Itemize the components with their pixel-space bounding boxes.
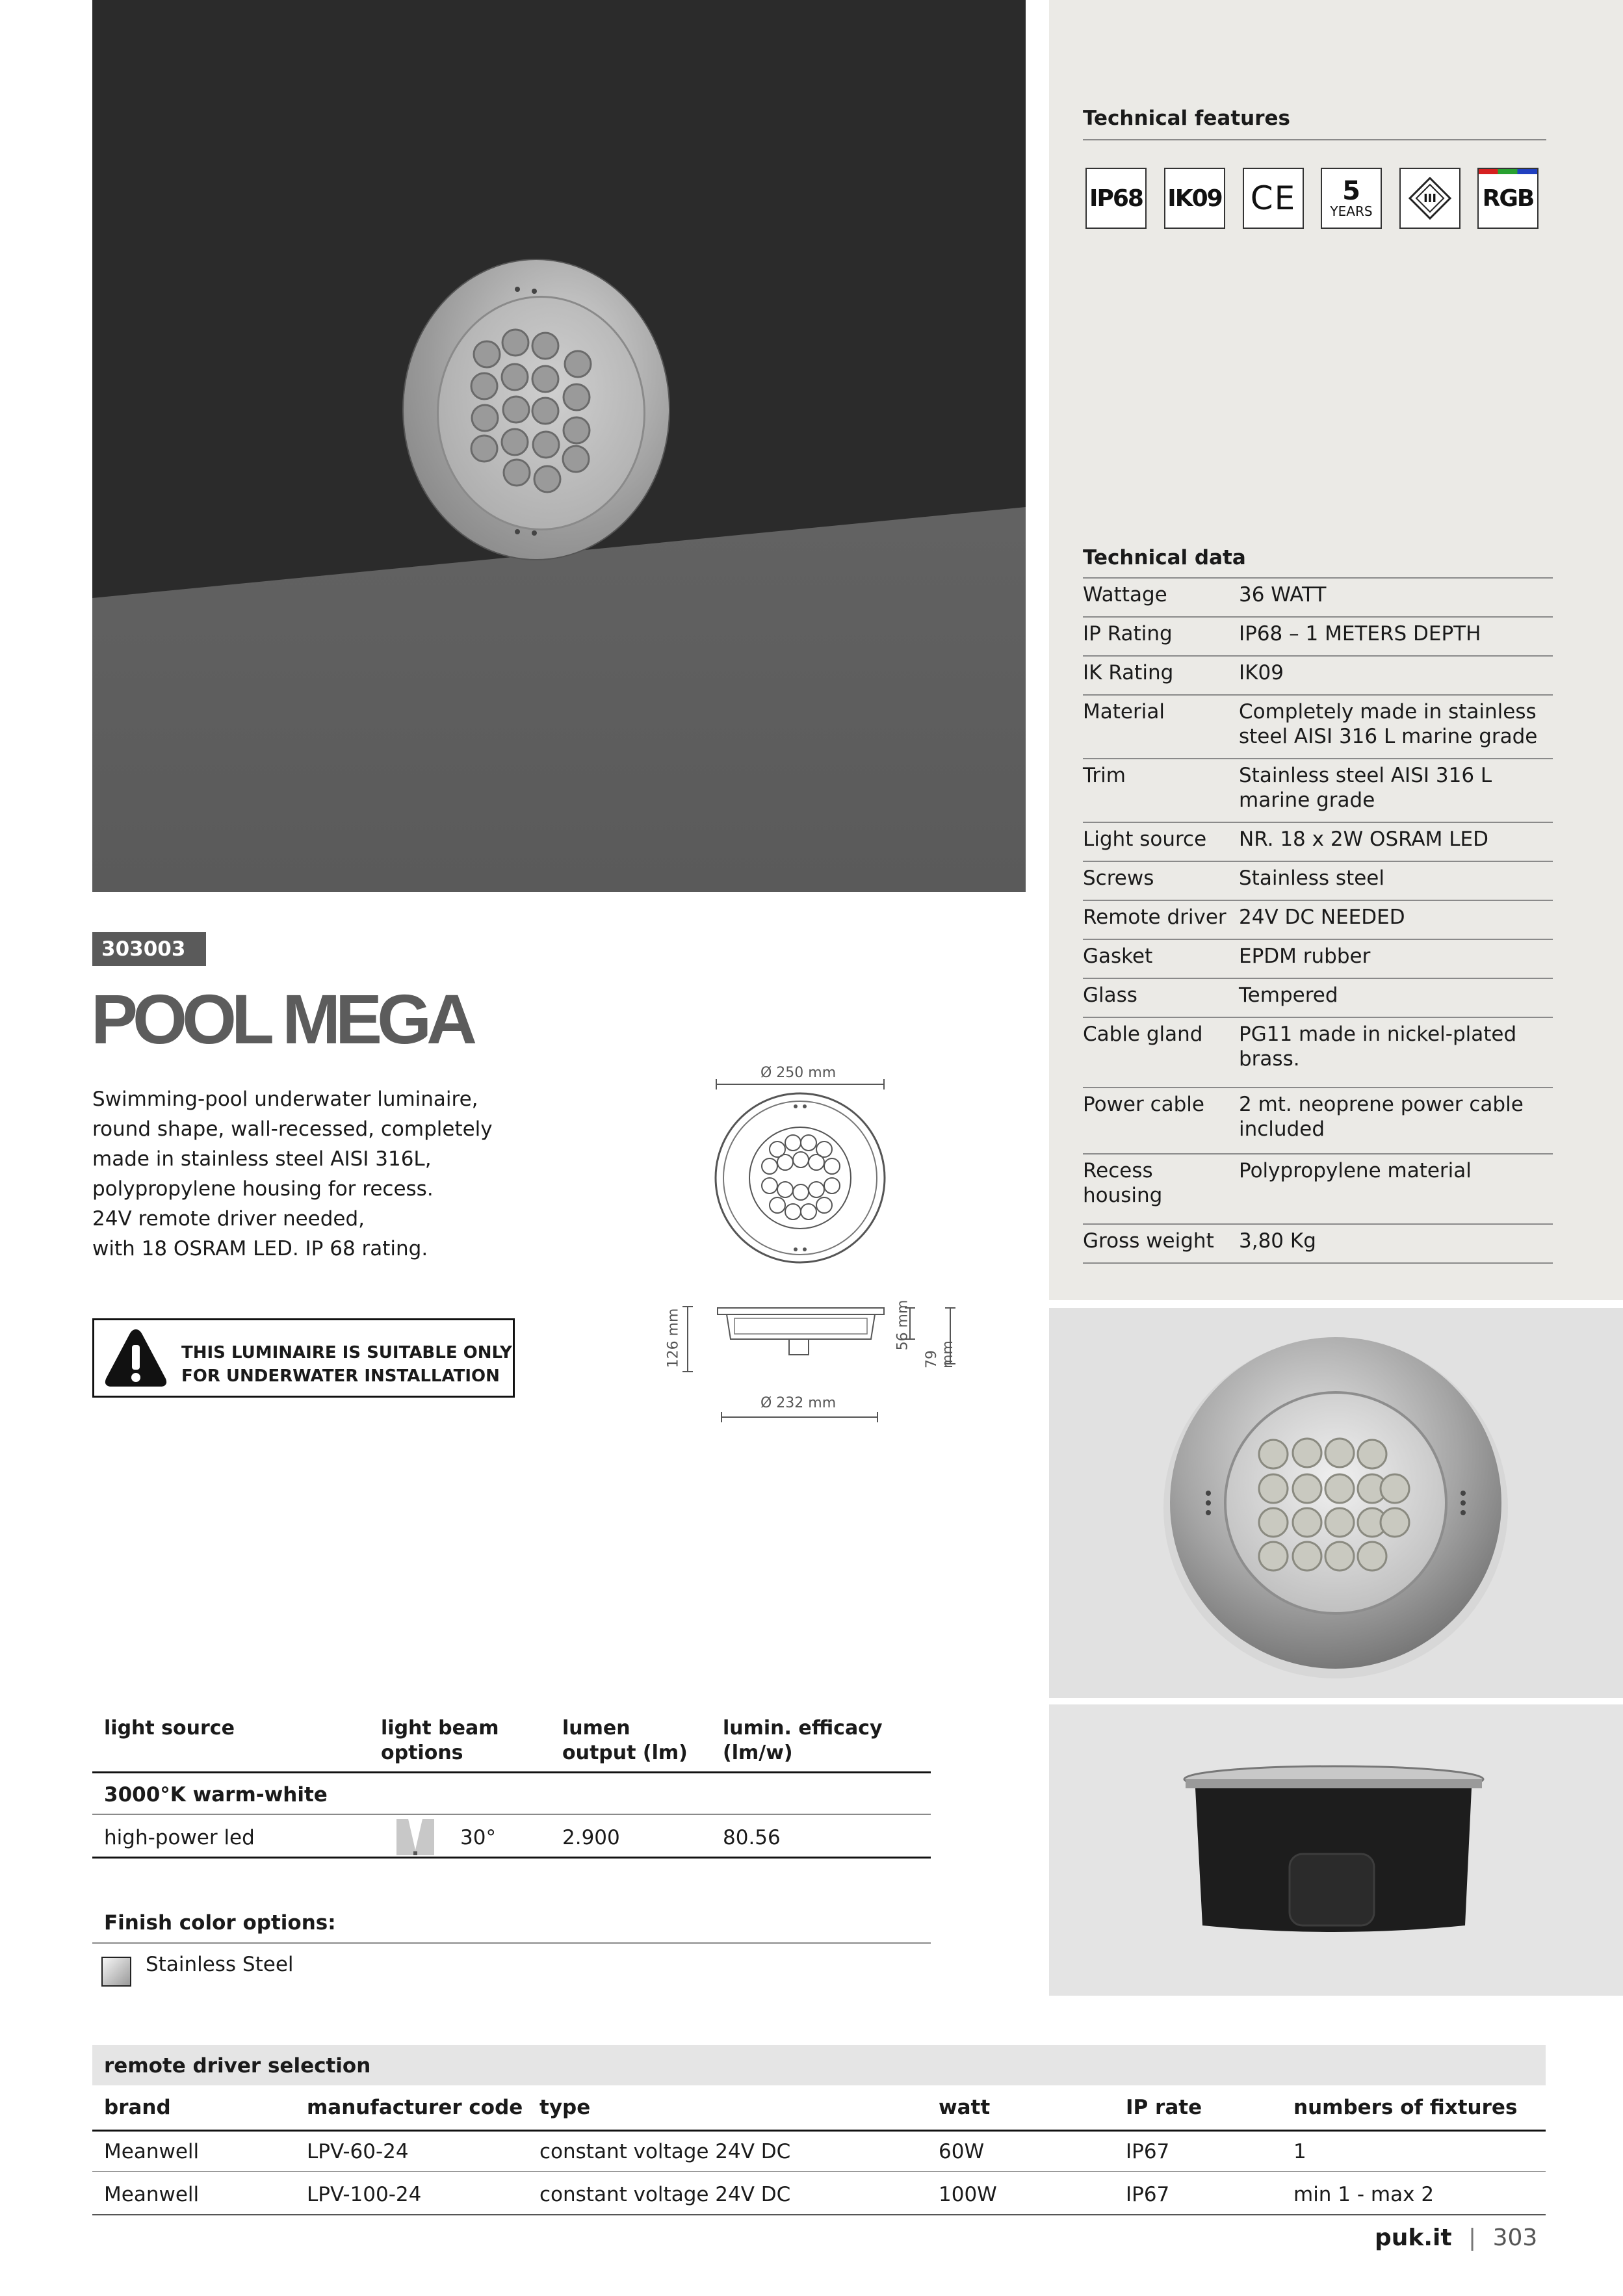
rd-header-type: type <box>539 2096 591 2119</box>
front-view-photo <box>1049 1308 1623 1698</box>
ik09-badge: IK09 <box>1164 168 1225 229</box>
tech-row-gasket: Gasket EPDM rubber <box>1083 940 1553 979</box>
height-total-label: 126 mm <box>665 1308 682 1368</box>
top-diameter-label: Ø 250 mm <box>760 1065 837 1081</box>
class-iii-icon <box>1399 168 1461 229</box>
tech-row-material: Material Completely made in stainless steel AISI 316 L marine grade <box>1083 696 1553 759</box>
technical-data-title: Technical data <box>1083 546 1246 569</box>
warranty-unit: YEARS <box>1330 203 1373 219</box>
lt-efficacy: 80.56 <box>723 1826 781 1849</box>
rd-row1-type: constant voltage 24V DC <box>539 2140 791 2163</box>
tech-row-recess-housing: Recess housing Polypropylene material <box>1083 1155 1553 1225</box>
rd-header-watt: watt <box>939 2096 991 2119</box>
rd-row2-ip: IP67 <box>1126 2183 1170 2206</box>
technical-features-title: Technical features <box>1083 107 1290 130</box>
rgb-label: RGB <box>1482 185 1534 212</box>
tech-row-trim: Trim Stainless steel AISI 316 L marine grade <box>1083 759 1553 823</box>
rd-header-brand: brand <box>104 2096 171 2119</box>
led-array-photo <box>92 0 1026 892</box>
lt-header-beam: light beam options <box>381 1717 499 1764</box>
lt-group-label: 3000°K warm-white <box>104 1783 328 1807</box>
rd-row2-brand: Meanwell <box>104 2183 200 2206</box>
page-number: 303 <box>1492 2224 1538 2251</box>
tech-row-cable-gland: Cable gland PG11 made in nickel-plated brass. <box>1083 1018 1553 1088</box>
tech-row-gross-weight: Gross weight 3,80 Kg <box>1083 1225 1553 1264</box>
stainless-swatch <box>101 1957 131 1987</box>
rd-row2-type: constant voltage 24V DC <box>539 2183 791 2206</box>
warning-box <box>92 1318 515 1398</box>
page-footer <box>1375 2224 1537 2251</box>
tech-row-screws: Screws Stainless steel <box>1083 862 1553 901</box>
tech-row-wattage: Wattage 36 WATT <box>1083 579 1553 618</box>
tech-row-ik-rating: IK Rating IK09 <box>1083 657 1553 696</box>
rd-header-code: manufacturer code <box>307 2096 523 2119</box>
rd-row1-fixtures: 1 <box>1293 2140 1306 2163</box>
lt-source: high-power led <box>104 1826 255 1849</box>
rgb-badge <box>1477 168 1539 229</box>
tech-row-ip-rating: IP Rating IP68 – 1 METERS DEPTH <box>1083 618 1553 657</box>
tech-row-remote-driver: Remote driver 24V DC NEEDED <box>1083 901 1553 940</box>
height-mid-label: 56 mm <box>894 1299 911 1351</box>
height-right-label: 79 mm <box>924 1340 956 1368</box>
rd-row2-fixtures: min 1 - max 2 <box>1293 2183 1435 2206</box>
side-view-photo <box>1049 1704 1623 1996</box>
tech-row-power-cable: Power cable 2 mt. neoprene power cable included <box>1083 1088 1553 1155</box>
finish-option-label: Stainless Steel <box>146 1953 294 1976</box>
rd-row1-code: LPV-60-24 <box>307 2140 409 2163</box>
remote-driver-title: remote driver selection <box>104 2054 371 2078</box>
rd-row1-brand: Meanwell <box>104 2140 200 2163</box>
product-code: 303003 <box>92 932 206 966</box>
five-year-warranty-badge <box>1321 168 1382 229</box>
ce-mark-badge: CE <box>1243 168 1304 229</box>
warning-icon <box>103 1327 168 1389</box>
beam-angle-icon <box>395 1818 435 1857</box>
lt-lumen: 2.900 <box>562 1826 620 1849</box>
footer-site: puk.it <box>1375 2224 1452 2251</box>
warranty-number: 5 <box>1342 176 1360 206</box>
finish-title: Finish color options: <box>104 1911 336 1935</box>
product-description: Swimming-pool underwater luminaire, round shape, wall-recessed, completely made in stainless steel AISI 316L, polypropylene housing for recess. 24V remote driver needed, with 18 OSRAM LED. IP 68 rating. <box>92 1088 493 1260</box>
lt-header-source: light source <box>104 1717 235 1740</box>
tech-row-glass: Glass Tempered <box>1083 979 1553 1018</box>
rd-header-fixtures: numbers of fixtures <box>1293 2096 1518 2119</box>
tech-row-light-source: Light source NR. 18 x 2W OSRAM LED <box>1083 823 1553 862</box>
ip68-badge: IP68 <box>1085 168 1147 229</box>
product-title: POOL MEGA <box>91 980 473 1058</box>
rd-row2-code: LPV-100-24 <box>307 2183 422 2206</box>
remote-driver-title-bar <box>92 2045 1546 2085</box>
class-iii-label: III <box>1423 191 1437 205</box>
rd-row1-watt: 60W <box>939 2140 985 2163</box>
lt-header-efficacy: lumin. efficacy (lm/w) <box>723 1717 883 1764</box>
footer-separator: | <box>1468 2224 1477 2251</box>
technical-drawing <box>650 1053 962 1430</box>
lt-header-lumen: lumen output (lm) <box>562 1717 688 1764</box>
rd-row1-ip: IP67 <box>1126 2140 1170 2163</box>
rd-header-ip: IP rate <box>1126 2096 1202 2119</box>
rd-row2-watt: 100W <box>939 2183 997 2206</box>
warning-text: THIS LUMINAIRE IS SUITABLE ONLY FOR UNDERWATER INSTALLATION <box>181 1343 512 1386</box>
product-photo <box>92 0 1026 892</box>
lt-beam: 30° <box>460 1826 496 1849</box>
bottom-diameter-label: Ø 232 mm <box>760 1395 837 1411</box>
